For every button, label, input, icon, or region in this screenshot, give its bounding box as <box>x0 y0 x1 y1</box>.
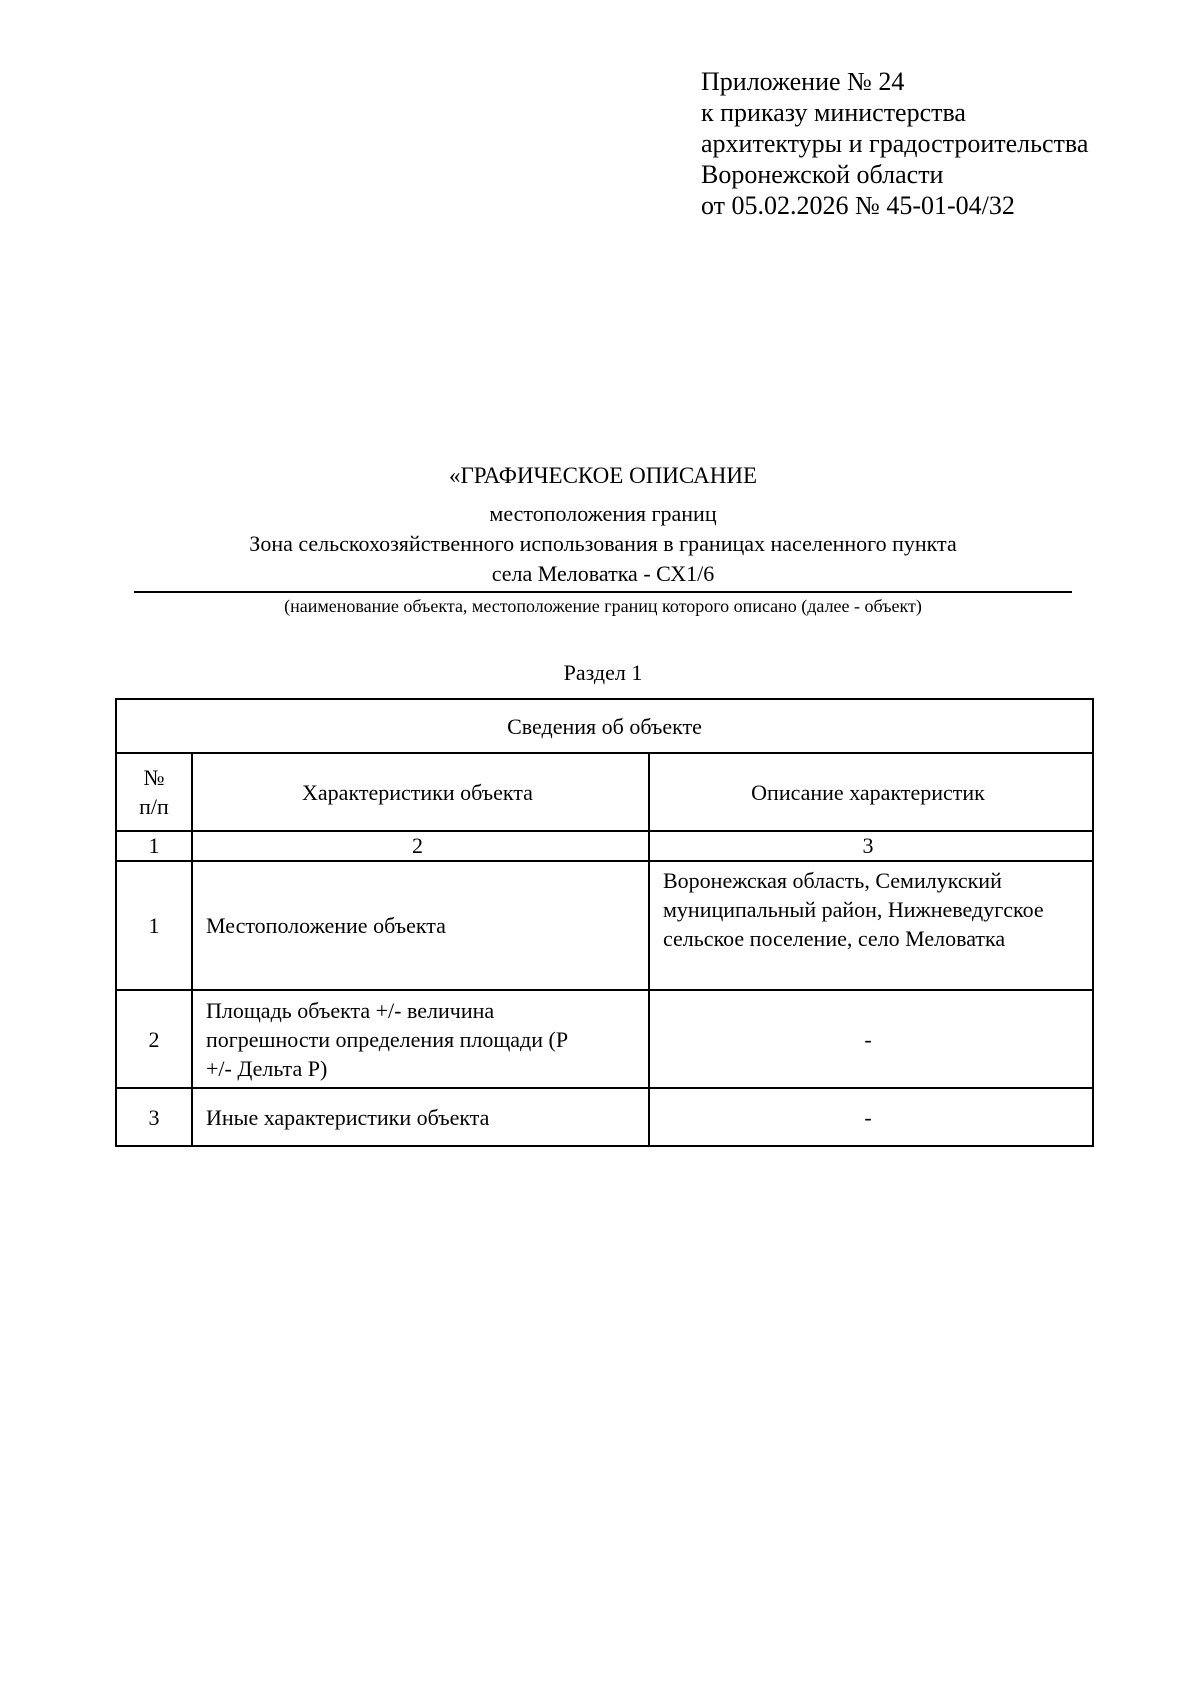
appendix-line: архитектуры и градостроительства <box>701 129 1089 158</box>
row-characteristic <box>192 990 649 1088</box>
appendix-header <box>701 66 1088 221</box>
header-num <box>116 753 192 831</box>
table-row <box>116 1088 1093 1146</box>
object-name-line: Зона сельскохозяйственного использования в границах населенного пункта <box>249 531 957 556</box>
row-num: 3 <box>116 1088 192 1146</box>
row-characteristic: Местоположение объекта <box>192 861 649 990</box>
row-description: - <box>649 1088 1093 1146</box>
column-index: 2 <box>192 831 649 861</box>
object-name-line: села Меловатка - СХ1/6 <box>491 561 715 586</box>
header-description: Описание характеристик <box>649 753 1093 831</box>
appendix-line: Воронежской области <box>701 160 944 189</box>
header-num-line: п/п <box>139 794 169 819</box>
description-line: муниципальный район, Нижневедугское <box>663 897 1044 922</box>
header-characteristic: Характеристики объекта <box>192 753 649 831</box>
table-caption: Сведения об объекте <box>116 699 1093 753</box>
row-description: - <box>649 990 1093 1088</box>
appendix-line: от 05.02.2026 № 45-01-04/32 <box>701 191 1015 220</box>
section-title: Раздел 1 <box>563 660 643 685</box>
description-line: сельское поселение, село Меловатка <box>663 926 1006 951</box>
object-name-caption: (наименование объекта, местоположение границ которого описано (далее - объект) <box>284 596 922 616</box>
object-name-underline <box>134 591 1072 593</box>
table-header-row <box>116 753 1093 831</box>
row-num: 2 <box>116 990 192 1088</box>
appendix-line: к приказу министерства <box>701 98 966 127</box>
characteristic-line: Площадь объекта +/- величина <box>206 997 495 1023</box>
document-title: «ГРАФИЧЕСКОЕ ОПИСАНИЕ <box>448 463 757 488</box>
table-index-row <box>116 831 1093 861</box>
table-row <box>116 861 1093 990</box>
row-num: 1 <box>116 861 192 990</box>
appendix-line: Приложение № 24 <box>701 67 905 96</box>
column-index: 1 <box>116 831 192 861</box>
object-info-table <box>115 698 1094 1147</box>
description-line: Воронежская область, Семилукский <box>663 868 1002 893</box>
column-index: 3 <box>649 831 1093 861</box>
header-num-line: № <box>143 765 165 790</box>
row-characteristic: Иные характеристики объекта <box>192 1088 649 1146</box>
characteristic-line: +/- Дельта Р) <box>206 1055 328 1081</box>
table-row <box>116 990 1093 1088</box>
characteristic-line: погрешности определения площади (Р <box>206 1026 569 1052</box>
document-subtitle: местоположения границ <box>489 501 717 526</box>
row-description <box>649 861 1093 990</box>
table-caption-row <box>116 699 1093 753</box>
